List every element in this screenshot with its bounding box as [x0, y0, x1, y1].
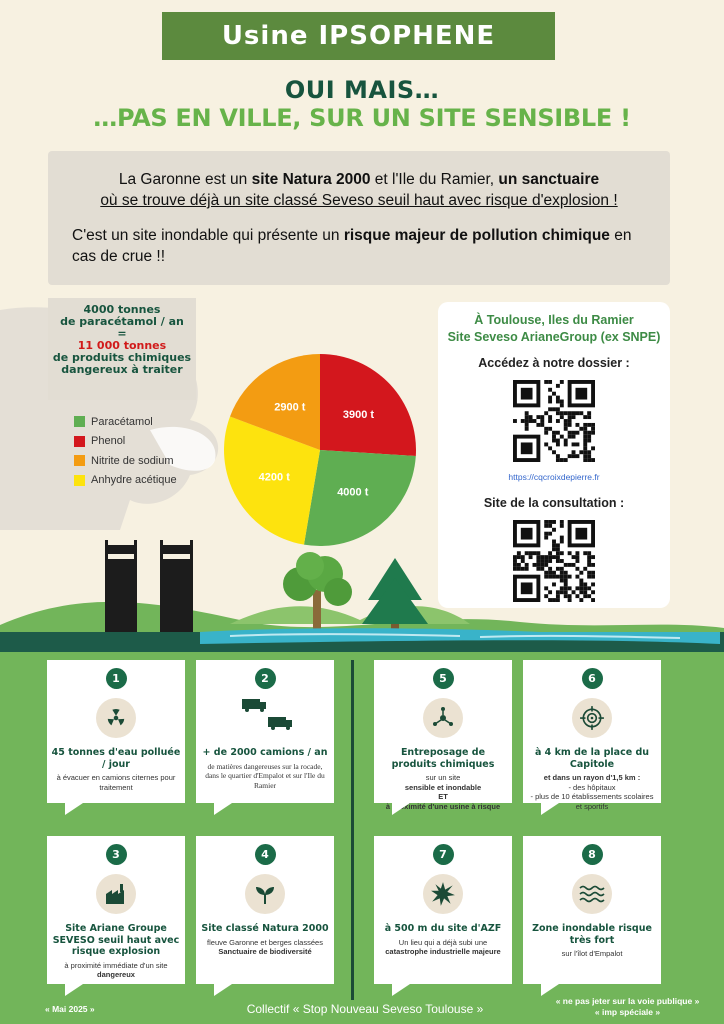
- info-url[interactable]: https://cqcroixdepierre.fr: [508, 472, 600, 482]
- card-6: [523, 660, 661, 811]
- qr-code-consultation[interactable]: [513, 520, 595, 602]
- card-number: 3: [106, 844, 127, 865]
- footer-date: « Mai 2025 »: [45, 1004, 95, 1014]
- card-desc: et dans un rayon d'1,5 km : - des hôpitaux - plus de 10 établissements scolaires et sportifs: [530, 773, 654, 811]
- card-number: 8: [582, 844, 603, 865]
- legend-item: Anhydre acétique: [74, 471, 177, 491]
- card-title: à 4 km de la place du Capitole: [534, 747, 650, 770]
- card-number: 7: [433, 844, 454, 865]
- tonnage-box: [48, 298, 196, 400]
- pie-slice-label: 4200 t: [258, 471, 290, 484]
- card-5: [374, 660, 512, 811]
- pie-slice-label: 4000 t: [337, 486, 369, 499]
- tonnage-line-4: de produits chimiques: [52, 351, 192, 364]
- pie-slice-label: 2900 t: [274, 401, 306, 414]
- info-consultation-label: Site de la consultation :: [483, 496, 625, 510]
- info-site: Site Seveso ArianeGroup (ex SNPE): [447, 330, 661, 344]
- card-desc: à proximité immédiate d'un site dangereux: [64, 960, 168, 979]
- card-number: 1: [106, 668, 127, 689]
- trucks-icon: [196, 695, 334, 735]
- radiation-icon: [96, 698, 136, 738]
- legend-swatch: [74, 416, 85, 427]
- footer-notice: « ne pas jeter sur la voie publique » « imp spéciale »: [555, 996, 700, 1017]
- card-title: + de 2000 camions / an: [202, 747, 328, 758]
- molecule-icon: [423, 698, 463, 738]
- card-title: à 500 m du site d'AZF: [384, 923, 502, 934]
- card-number: 2: [255, 668, 276, 689]
- legend-item: Nitrite de sodium: [74, 451, 177, 471]
- info-dossier-label: Accédez à notre dossier :: [478, 356, 630, 370]
- card-title: Site classé Natura 2000: [201, 923, 329, 934]
- card-number: 5: [433, 668, 454, 689]
- card-desc: Un lieu qui a déjà subi une catastrophe industrielle majeure: [385, 937, 501, 956]
- headline-line-2: …PAS EN VILLE, SUR UN SITE SENSIBLE !: [93, 104, 631, 132]
- card-desc: sur l'îlot d'Empalot: [561, 949, 623, 958]
- card-title: Site Ariane Groupe SEVESO seuil haut avec risque explosion: [52, 923, 180, 957]
- card-title: 45 tonnes d'eau polluée / jour: [51, 747, 181, 770]
- card-desc: à évacuer en camions citernes pour traitement: [56, 773, 176, 792]
- card-desc: sur un site sensible et inondable ET à proximité d'une usine à risque: [385, 773, 501, 811]
- card-number: 4: [255, 844, 276, 865]
- card-desc: fleuve Garonne et berges classées Sanctuaire de biodiversité: [207, 937, 323, 956]
- pie-slice-label: 3900 t: [342, 408, 375, 421]
- title-banner: Usine IPSOPHENE: [162, 12, 555, 60]
- qr-code-dossier[interactable]: [513, 380, 595, 462]
- tonnage-line-2: de paracétamol / an: [60, 315, 184, 328]
- pie-chart: [222, 352, 418, 548]
- sprout-icon: [245, 874, 285, 914]
- legend-swatch: [74, 455, 85, 466]
- intro-line-2: où se trouve déjà un site classé Seveso seuil haut avec risque d'explosion !: [100, 192, 618, 209]
- footer-collectif: Collectif « Stop Nouveau Seveso Toulouse »: [246, 1002, 484, 1016]
- legend-swatch: [74, 475, 85, 486]
- card-title: Entreposage de produits chimiques: [391, 747, 495, 770]
- card-1: [47, 660, 185, 803]
- intro-box: [48, 151, 670, 285]
- tonnage-line-5: dangereux à traiter: [61, 363, 183, 376]
- intro-line-1: La Garonne est un site Natura 2000 et l'Ile du Ramier, un sanctuaire: [118, 171, 600, 188]
- tonnage-line-1: 4000 tonnes: [83, 303, 161, 316]
- factory-icon: [96, 874, 136, 914]
- explosion-icon: [423, 874, 463, 914]
- legend-swatch: [74, 436, 85, 447]
- pie-legend: [74, 412, 177, 490]
- legend-item: Phenol: [74, 432, 177, 452]
- tonnage-line-3: 11 000 tonnes: [77, 339, 167, 352]
- card-8: [523, 836, 661, 984]
- card-title: Zone inondable risque très fort: [532, 923, 652, 946]
- card-number: 6: [582, 668, 603, 689]
- pie-slice: [320, 354, 416, 456]
- tonnage-equals: =: [117, 327, 127, 340]
- info-location: À Toulouse, Iles du Ramier: [474, 313, 634, 327]
- card-4: [196, 836, 334, 984]
- headline-line-1: OUI MAIS…: [284, 76, 440, 104]
- card-2: [196, 660, 334, 803]
- info-box: [438, 302, 670, 608]
- target-icon: [572, 698, 612, 738]
- intro-paragraph-2: C'est un site inondable qui présente un risque majeur de pollution chimique en cas de crue !!: [72, 227, 632, 265]
- card-desc: de matières dangereuses sur la rocade, dans le quartier d'Empalot et sur l'Ile du Ramier: [205, 761, 325, 790]
- waves-icon: [572, 874, 612, 914]
- card-7: [374, 836, 512, 984]
- vertical-divider: [351, 660, 354, 1000]
- legend-item: Paracétamol: [74, 412, 177, 432]
- card-3: [47, 836, 185, 984]
